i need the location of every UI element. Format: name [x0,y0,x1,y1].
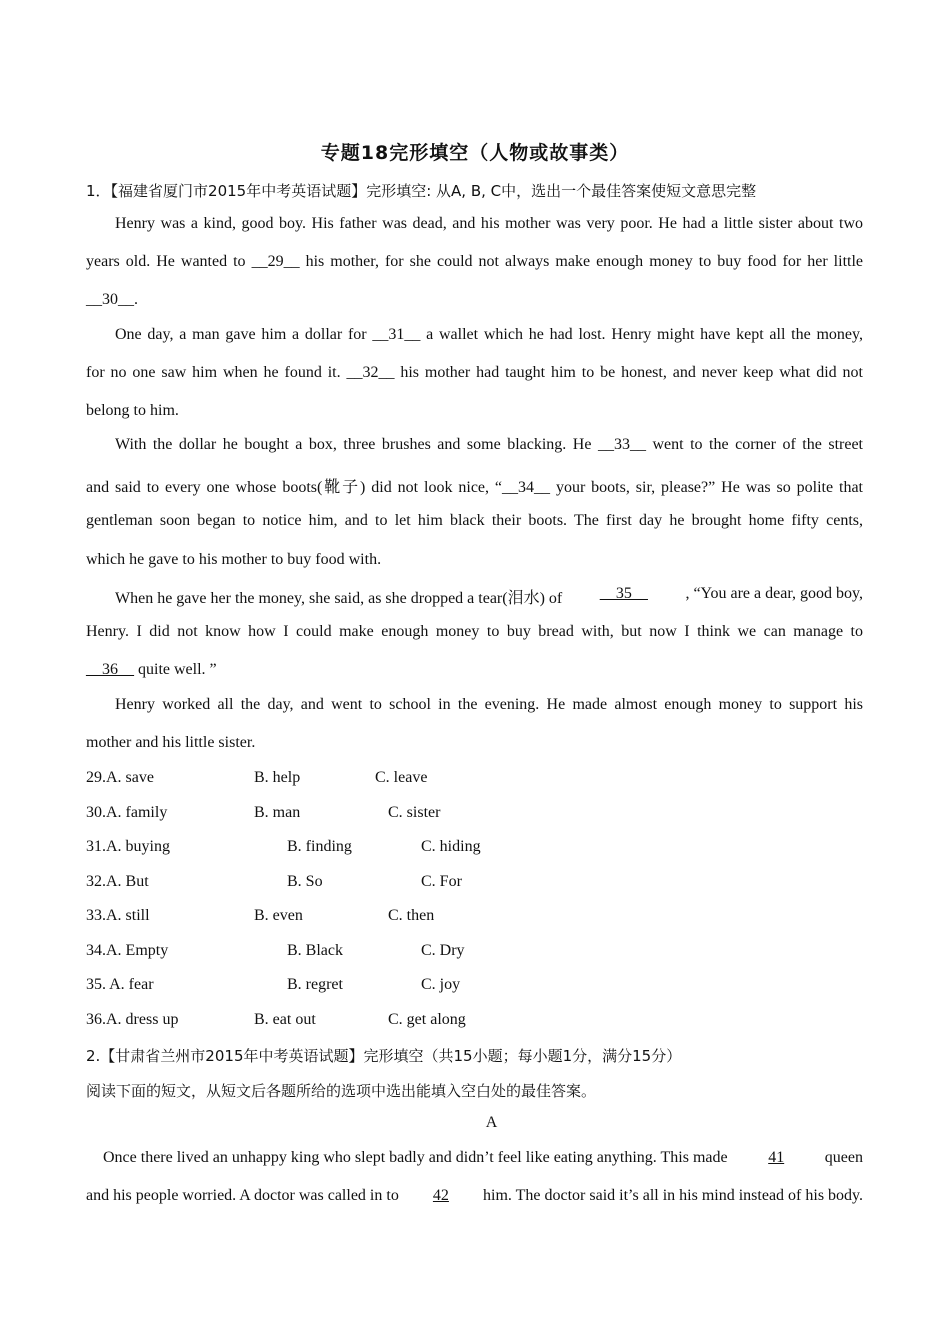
paragraph-line: years old. He wanted to __29__ his mother, for she could not always make enough money to buy food for her little [86,253,863,270]
line-text: him. The doctor said it’s all in his mind instead of his body. [483,1187,863,1204]
option-33-a: 33.A. still [86,907,150,924]
question-2-instruction: 阅读下面的短文，从短文后各题所给的选项中选出能填入空白处的最佳答案。 [86,1082,597,1100]
option-30-a: 30.A. family [86,804,168,821]
option-29-c: C. leave [375,769,428,786]
blank-35: __35__ [599,585,648,602]
paragraph-line: which he gave to his mother to buy food with. [86,551,382,568]
option-29-a: 29.A. save [86,769,154,786]
option-32-b: B. So [287,873,323,890]
line-text: Once there lived an unhappy king who slept badly and didn’t feel like eating anything. This made [103,1149,728,1166]
paragraph-line [115,585,863,608]
paragraph-line: Henry. I did not know how I could make enough money to buy bread with, but now I think we can manage to [86,623,863,640]
option-35-a: 35. A. fear [86,976,154,993]
option-33-b: B. even [254,907,303,924]
line-text: and his people worried. A doctor was called in to [86,1187,399,1204]
option-30-b: B. man [254,804,301,821]
option-30-c: C. sister [388,804,441,821]
option-36-b: B. eat out [254,1011,316,1028]
paragraph-line: belong to him. [86,402,179,419]
option-31-a: 31.A. buying [86,838,170,855]
paragraph-line: and said to every one whose boots(靴子) did not look nice, “__34__ your boots, sir, please?” He was so polite that [86,479,863,496]
option-35-c: C. joy [421,976,461,993]
blank-41: 41 [768,1149,785,1166]
line-text: queen [824,1149,863,1166]
paragraph-line [86,1187,863,1205]
option-31-b: B. finding [287,838,352,855]
option-34-c: C. Dry [421,942,465,959]
paragraph-line: __30__. [86,291,138,308]
paragraph-line [103,1149,863,1167]
option-35-b: B. regret [287,976,343,993]
option-34-b: B. Black [287,942,343,959]
paragraph-line: gentleman soon began to notice him, and to let him black their boots. The first day he brought home fifty cents, [86,512,863,529]
option-36-a: 36.A. dress up [86,1011,179,1028]
paragraph-line: With the dollar he bought a box, three brushes and some blacking. He __33__ went to the corner of the street [115,436,863,453]
paragraph-line: Henry was a kind, good boy. His father was dead, and his mother was very poor. He had a little sister about two [115,215,863,232]
paragraph-line [86,661,217,679]
option-32-a: 32.A. But [86,873,149,890]
section-label: A [485,1114,498,1131]
line-text: quite well. ” [134,661,217,678]
line-text: , “You are a dear, good boy, [685,585,863,602]
paragraph-line: mother and his little sister. [86,734,256,751]
option-34-a: 34.A. Empty [86,942,169,959]
paragraph-line: One day, a man gave him a dollar for __31__ a wallet which he had lost. Henry might have kept all the money, [115,326,863,343]
option-36-c: C. get along [388,1011,466,1028]
option-32-c: C. For [421,873,462,890]
blank-36: __36__ [86,661,134,678]
option-33-c: C. then [388,907,435,924]
line-text: When he gave her the money, she said, as she dropped a tear(泪水) of [115,590,563,607]
question-2-header: 2.【甘肃省兰州市2015年中考英语试题】完形填空（共15小题；每小题1分，满分15分） [86,1047,682,1065]
blank-42: 42 [432,1187,449,1204]
option-31-c: C. hiding [421,838,481,855]
page-title: 专题18完形填空（人物或故事类） [320,142,630,164]
paragraph-line: Henry worked all the day, and went to school in the evening. He made almost enough money to support his [115,696,863,713]
question-1-header: 1．【福建省厦门市2015年中考英语试题】完形填空: 从A, B, C中，选出一个最佳答案使短文意思完整 [86,182,757,200]
paragraph-line: for no one saw him when he found it. __32__ his mother had taught him to be honest, and never keep what did not [86,364,863,381]
option-29-b: B. help [254,769,301,786]
